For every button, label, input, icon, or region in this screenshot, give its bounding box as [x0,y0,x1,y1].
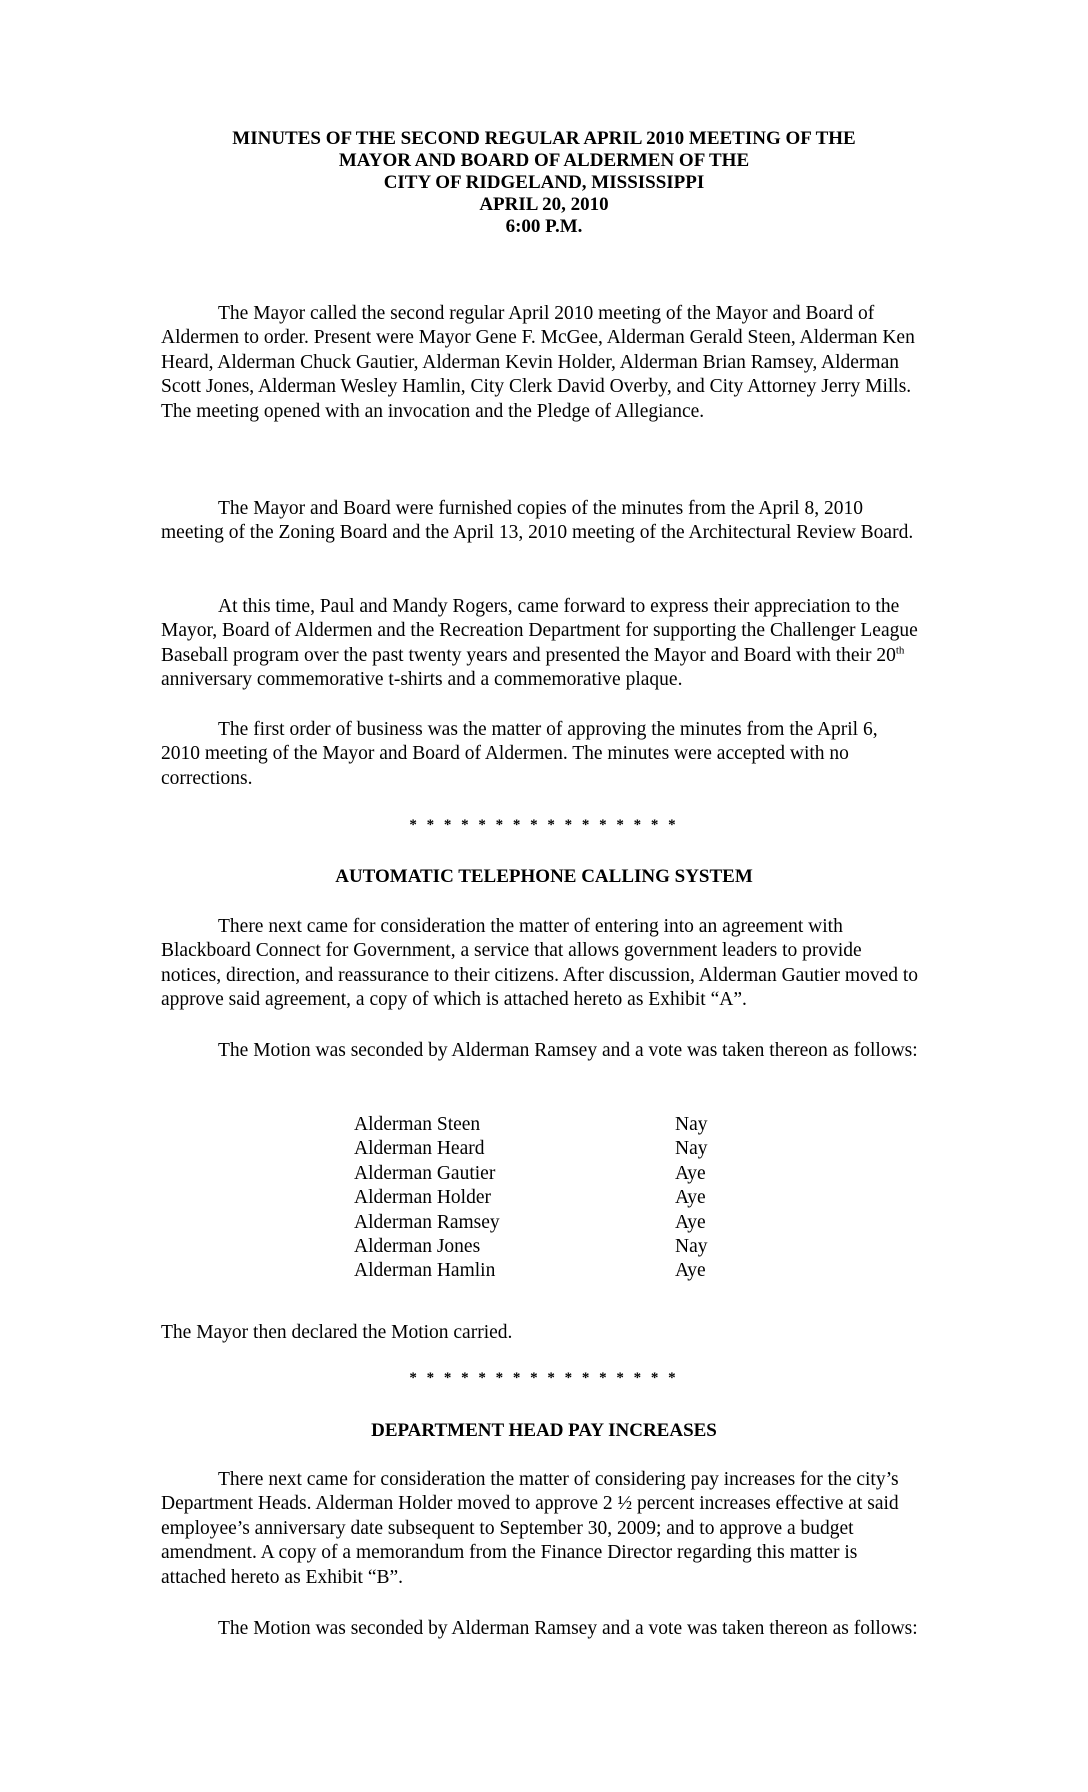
intro-paragraph-approve-minutes [161,718,921,791]
vote-value: Nay [675,1114,708,1135]
vote-table [354,1113,708,1284]
vote-alderman-name: Alderman Hamlin [354,1260,496,1282]
pay-motion-seconded-paragraph [161,1617,921,1641]
header-date: APRIL 20, 2010 [479,194,609,215]
vote-row [354,1235,708,1259]
vote-row [354,1113,708,1137]
pay-motion-seconded-paragraph-text: The Motion was seconded by Alderman Ramsey and a vote was taken thereon as follows: [218,1618,918,1639]
intro-paragraph-approve-minutes-text: The first order of business was the matter of approving the minutes from the April 6, 2010 meeting of the Mayor and Board of Aldermen. The minutes were accepted with no corrections. [161,719,878,789]
vote-row [354,1211,708,1235]
intro-paragraph-minutes-furnished-text: The Mayor and Board were furnished copies of the minutes from the April 8, 2010 meeting of the Zoning Board and the April 13, 2010 meeting of the Architectural Review Board. [161,498,914,544]
vote-value: Aye [675,1162,706,1184]
pay-increases-paragraph-text: There next came for consideration the matter of considering pay increases for the city’s Department Heads. Alderman Holder moved to approve 2 ½ percent increases effective at said employee’s anniversary date subsequent to September 30, 2009; and to approve a budget amendment. A copy of a memorandum from the Finance Director regarding this matter is attached hereto as Exhibit “B”. [161,1469,899,1588]
telephone-system-paragraph [161,915,921,1013]
telephone-system-paragraph-text: There next came for consideration the matter of entering into an agreement with Blackboard Connect for Government, a service that allows government leaders to provide notices, direction, and reassurance to their citizens. After discussion, Alderman Gautier moved to approve said agreement, a copy of which is attached hereto as Exhibit “A”. [161,916,919,1011]
vote-value: Nay [675,1138,708,1160]
section-separator: * * * * * * * * * * * * * * * * [409,1370,679,1386]
vote-alderman-name: Alderman Holder [354,1187,491,1209]
intro-paragraph-attendance [161,302,921,424]
section-title-pay-increases: DEPARTMENT HEAD PAY INCREASES [371,1420,717,1441]
section-title-telephone-system: AUTOMATIC TELEPHONE CALLING SYSTEM [335,866,753,887]
header-line-3: CITY OF RIDGELAND, MISSISSIPPI [383,172,705,193]
vote-row [354,1259,708,1283]
intro-paragraph-appreciation [161,595,921,693]
vote-alderman-name: Alderman Steen [354,1114,481,1135]
appreciation-text-part-1: At this time, Paul and Mandy Rogers, came forward to express their appreciation to the Mayor, Board of Aldermen and the Recreation Department for supporting the Challenger League Baseball program over the past twenty years and presented the Mayor and Board with their 20 [161,596,918,666]
vote-row [354,1137,708,1161]
vote-value: Aye [675,1187,706,1209]
motion-seconded-paragraph [161,1039,921,1063]
vote-value: Aye [675,1260,706,1282]
pay-increases-paragraph [161,1468,921,1590]
vote-alderman-name: Alderman Jones [354,1236,481,1258]
vote-value: Aye [675,1211,706,1233]
motion-carried-statement: The Mayor then declared the Motion carried. [161,1322,513,1343]
header-line-2: MAYOR AND BOARD OF ALDERMEN OF THE [338,150,750,171]
appreciation-text-part-2: anniversary commemorative t-shirts and a commemorative plaque. [161,669,683,691]
vote-alderman-name: Alderman Ramsey [354,1211,500,1233]
section-separator: * * * * * * * * * * * * * * * * [409,817,679,833]
vote-alderman-name: Alderman Gautier [354,1162,496,1184]
vote-alderman-name: Alderman Heard [354,1138,485,1160]
vote-row [354,1162,708,1186]
header-time: 6:00 P.M. [505,216,583,237]
intro-paragraph-attendance-text: The Mayor called the second regular April 2010 meeting of the Mayor and Board of Aldermen to order. Present were Mayor Gene F. McGee, Alderman Gerald Steen, Alderman Ken Heard, Alderman Chuck Gautier, Alderman Kevin Holder, Alderman Brian Ramsey, Alderman Scott Jones, Alderman Wesley Hamlin, City Clerk David Overby, and City Attorney Jerry Mills. The meeting opened with an invocation and the Pledge of Allegiance. [161,303,915,422]
ordinal-superscript: th [895,644,905,657]
header-line-1: MINUTES OF THE SECOND REGULAR APRIL 2010 MEETING OF THE [232,128,856,149]
motion-seconded-paragraph-text: The Motion was seconded by Alderman Ramsey and a vote was taken thereon as follows: [218,1040,918,1061]
vote-value: Nay [675,1236,708,1258]
intro-paragraph-minutes-furnished [161,497,921,546]
minutes-header [0,128,1088,238]
vote-row [354,1186,708,1210]
